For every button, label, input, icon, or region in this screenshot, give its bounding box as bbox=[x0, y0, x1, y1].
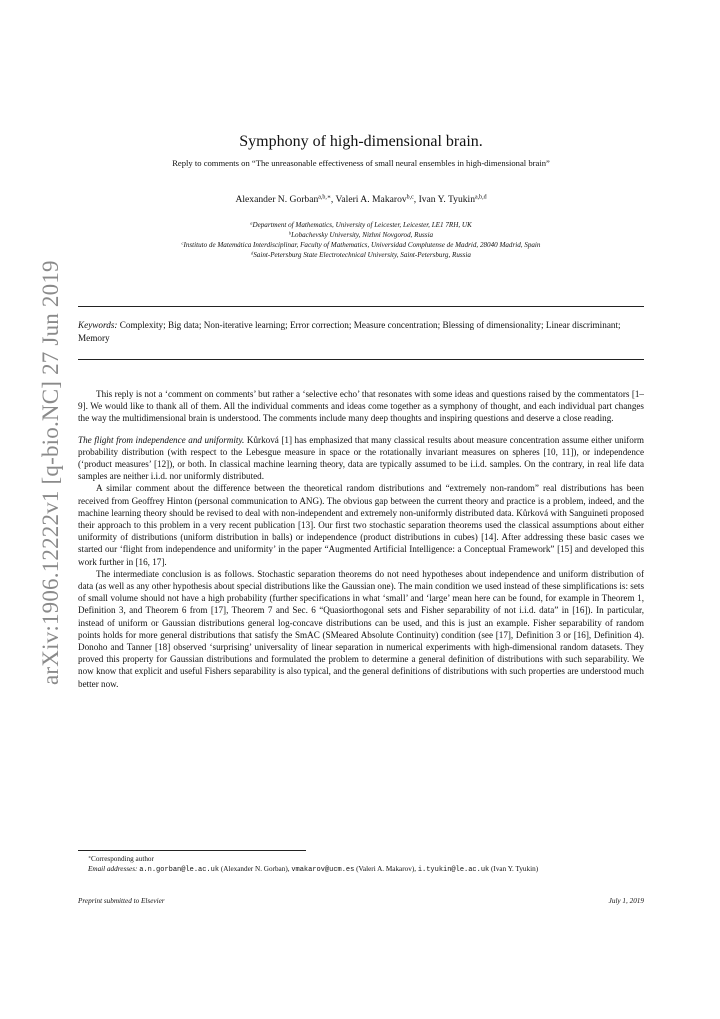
paragraph: The flight from independence and uniformity. Kůrková [1] has emphasized that many classical results about measure concentration assume either uniform probability distribution (with respect to the Lebesgue measure in space or the rotationally invariant measures on spheres [10, 11]), or independence (‘product measures’ [12]), or both. In classical machine learning theory, data are typically assumed to be i.i.d. samples. On the contrary, in real life data samples are neither i.i.d. nor uniformly distributed. bbox=[78, 434, 645, 482]
arxiv-identifier: arXiv:1906.12222v1 [q-bio.NC] 27 Jun 2019 bbox=[38, 260, 63, 685]
corresponding-author-note: ∗Corresponding author bbox=[88, 854, 154, 863]
run-in-heading: The flight from independence and uniformity. bbox=[78, 434, 245, 445]
affiliation: $^c$Instituto de Matemática Interdisciplinar, Faculty of Mathematics, Universidad Complutense de Madrid, 28040 Madrid, Spain bbox=[181, 240, 541, 249]
paragraph: The intermediate conclusion is as follows. Stochastic separation theorems do not need hypotheses about independence and uniform distribution of data (as well as any other hypothesis about special distributions like the Gaussian one). The main condition we used instead of these simplifications is: sets of small volume should not have a high probability (further specifications in what ‘small’ and ‘large’ mean here can be found, for example in Theorem 1, Definition 3, and Theorem 6 from [17], Theorem 7 and Sec. 6 “Quasiorthogonal sets and Fisher separability of not i.i.d. data” in [16]). In particular, instead of uniform or Gaussian distributions general log-concave distributions can be used, and this is just an example. Fisher separability of random points holds for more general distributions that satisfy the SmAC (SMeared Absolute Continuity) condition (see [17], Definition 3 or [16], Definition 4). Donoho and Tanner [18] observed ‘surprising’ universality of linear separation in numerical experiments with high-dimensional random datasets. They proved this property for Gaussian distributions and formulated the problem to determine a general definition of distributions with such separability. We now know that explicit and useful Fishers separability is also typical, and the general definitions of distributions with such properties are understood much better now. bbox=[78, 568, 644, 689]
paragraph: A similar comment about the difference between the theoretical random distributions and “extremely non-random” real distributions has been received from Geoffrey Hinton (personal communication to ANG). The obvious gap between the current theory and practice is a problem, indeed, and the machine learning theory should be revised to deal with non-independent and extremely non-uniformly distributed data. Kůrková with Sanguineti proposed their approach to this problem in a very recent publication [13]. Our first two stochastic separation theorems used the classical assumptions about either uniformity of distributions (uniform distribution in balls) or independence (product distributions in cubes) [14]. After addressing these basic cases we started our ‘flight from independence and uniformity’ in the paper “Augmented Artificial Intelligence: a Conceptual Framework” [15] and developed this work further in [16, 17]. bbox=[78, 483, 644, 567]
divider-top bbox=[78, 306, 644, 307]
author: Ivan Y. Tyukin$^{a,b,d}$ bbox=[418, 194, 487, 205]
footnotes bbox=[78, 854, 644, 875]
email-link[interactable]: i.tyukin@le.ac.uk bbox=[417, 866, 490, 874]
preprint-date: July 1, 2019 bbox=[608, 897, 644, 905]
footnote-rule bbox=[78, 850, 306, 851]
paper-title: Symphony of high-dimensional brain. bbox=[239, 133, 483, 150]
affiliation: $^d$Saint-Petersburg State Electrotechnical University, Saint-Petersburg, Russia bbox=[251, 250, 471, 259]
keywords-block bbox=[78, 319, 644, 344]
email-link[interactable]: a.n.gorban@le.ac.uk bbox=[139, 866, 220, 874]
preprint-note: Preprint submitted to Elsevier bbox=[78, 897, 165, 905]
affiliation-list bbox=[78, 220, 644, 260]
email-link[interactable]: vmakarov@ucm.es bbox=[291, 866, 355, 874]
email-addresses: Email addresses: a.n.gorban@le.ac.uk (Alexander N. Gorban), vmakarov@ucm.es (Valeri A. Makarov), i.tyukin@le.ac.uk (Ivan Y. Tyukin) bbox=[88, 865, 539, 874]
keywords-label: Keywords: bbox=[78, 320, 118, 330]
author: Valeri A. Makarov$^{b,c}$ bbox=[335, 194, 414, 205]
keywords-text: Complexity; Big data; Non-iterative learning; Error correction; Measure concentration; Blessing of dimensionality; Linear discriminant; Memory bbox=[78, 320, 621, 343]
divider-bottom bbox=[78, 359, 644, 360]
paper-subtitle: Reply to comments on “The unreasonable effectiveness of small neural ensembles in high-dimensional brain” bbox=[172, 158, 550, 168]
body-text bbox=[78, 388, 644, 690]
author: Alexander N. Gorban$^{a,b,∗}$ bbox=[235, 194, 331, 205]
paragraph: This reply is not a ‘comment on comments’ but rather a ‘selective echo’ that resonates with some ideas and questions raised by the commentators [1–9]. We would like to thank all of them. All the individual comments and ideas come together as a symphony of thought, and each individual part changes the way the multidimensional brain is understood. The comments include many deep thoughts and inspiring questions and deserve a close reading. bbox=[78, 389, 644, 424]
author-list: Alexander N. Gorban$^{a,b,∗}$, Valeri A. Makarov$^{b,c}$, Ivan Y. Tyukin$^{a,b,d}$ bbox=[235, 194, 487, 205]
affiliation: $^b$Lobachevsky University, Nizhni Novgorod, Russia bbox=[288, 230, 434, 239]
affiliation: $^a$Department of Mathematics, University of Leicester, Leicester, LE1 7RH, UK bbox=[250, 220, 472, 229]
arxiv-stamp bbox=[18, 260, 63, 685]
